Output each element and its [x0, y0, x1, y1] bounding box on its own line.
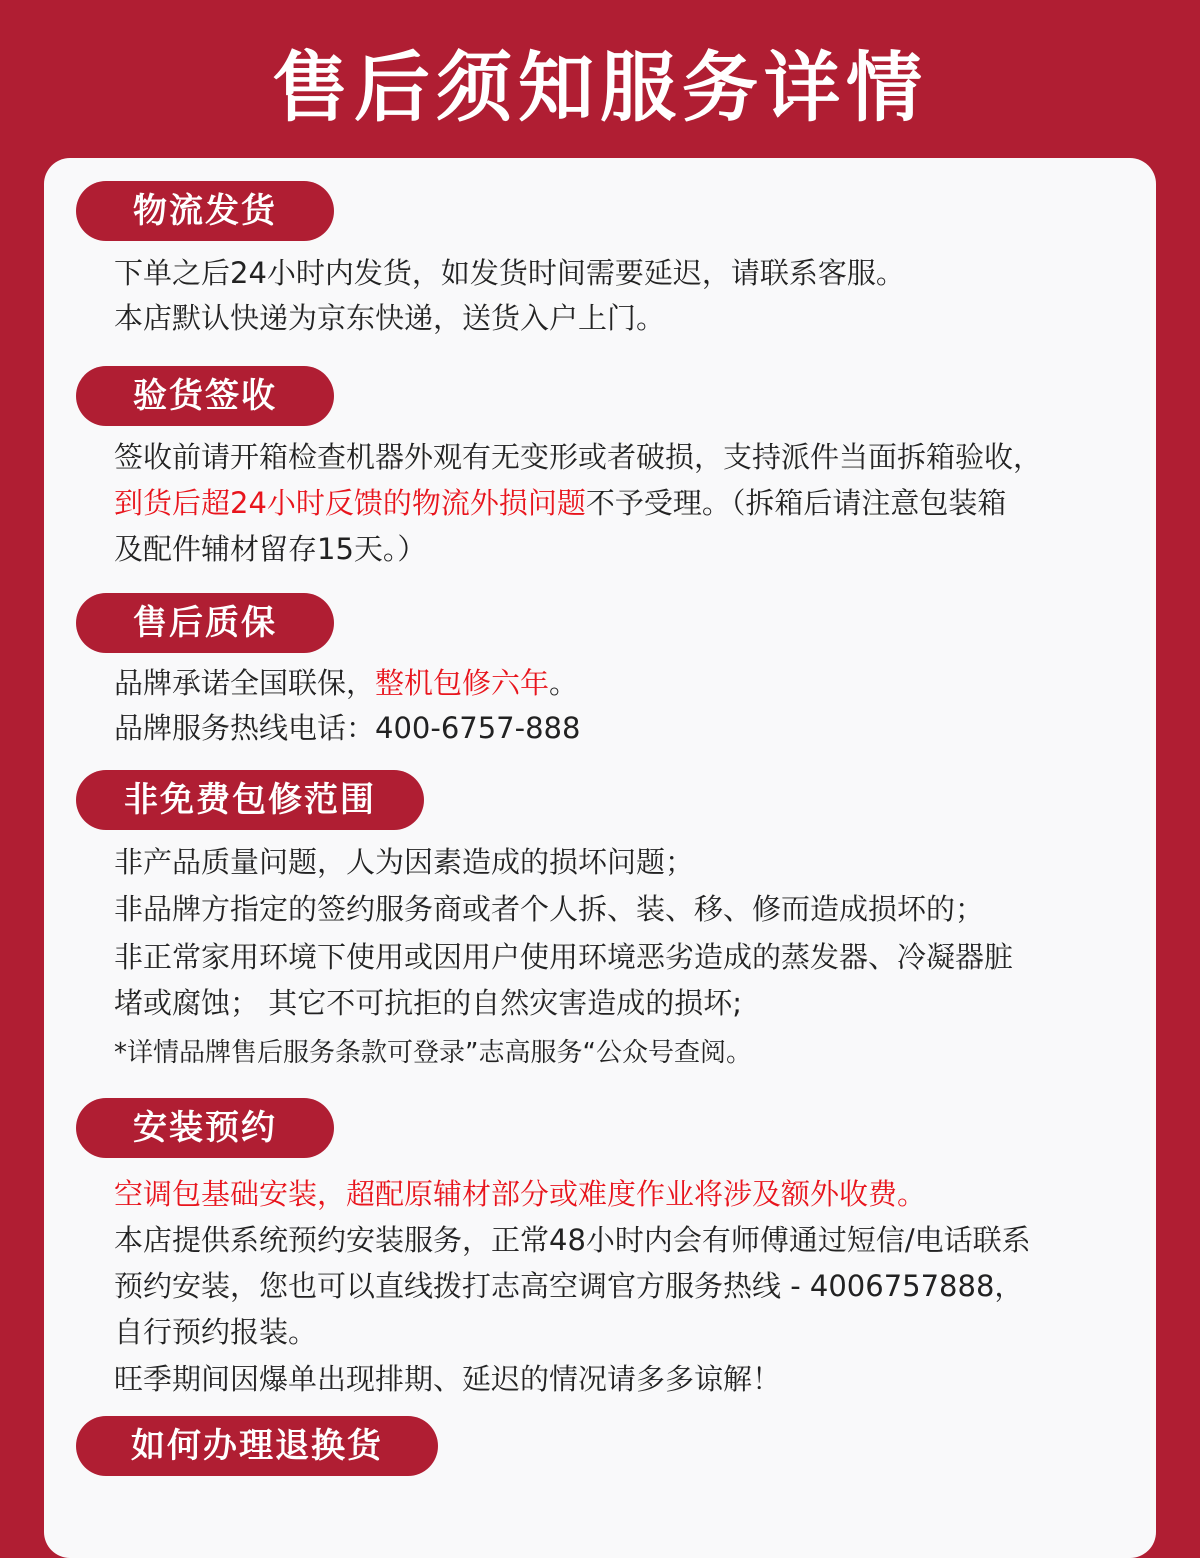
installation-line-1: 本店提供系统预约安装服务，正常48小时内会有师傅通过短信/电话联系 [114, 1223, 1031, 1257]
inspection-warning-text: 到货后超24小时反馈的物流外损问题 [114, 486, 586, 520]
section-heading-inspection: 验货签收 [76, 366, 334, 426]
installation-line-4: 旺季期间因爆单出现排期、延迟的情况请多多谅解！ [114, 1362, 782, 1396]
warranty-highlight-text: 整机包修六年 [375, 666, 550, 700]
warranty-line-1 [114, 663, 578, 703]
non-free-line-1: 非产品质量问题，人为因素造成的损坏问题； [114, 845, 695, 879]
non-free-line-2: 非品牌方指定的签约服务商或者个人拆、装、移、修而造成损坏的； [114, 892, 985, 926]
inspection-line-1: 签收前请开箱检查机器外观有无变形或者破损，支持派件当面拆箱验收， [114, 440, 1043, 474]
installation-line-2: 预约安装，您也可以直线拨打志高空调官方服务热线 - 4006757888， [114, 1269, 1024, 1303]
section-heading-returns: 如何办理退换货 [76, 1416, 438, 1476]
non-free-note: *详情品牌售后服务条款可登录”志高服务“公众号查阅。 [114, 1038, 752, 1068]
non-free-line-3: 非正常家用环境下使用或因用户使用环境恶劣造成的蒸发器、冷凝器脏 [114, 940, 1014, 974]
inspection-line-3: 及配件辅材留存15天。） [114, 532, 427, 566]
logistics-line-1: 下单之后24小时内发货，如发货时间需要延迟，请联系客服。 [114, 256, 905, 290]
non-free-line-4: 堵或腐蚀； 其它不可抗拒的自然灾害造成的损坏; [114, 986, 742, 1020]
section-heading-non-free: 非免费包修范围 [76, 770, 424, 830]
section-heading-warranty: 售后质保 [76, 593, 334, 653]
section-heading-installation: 安装预约 [76, 1098, 334, 1158]
warranty-hotline: 品牌服务热线电话：400-6757-888 [114, 711, 581, 745]
inspection-line-2-rest: 不予受理。（拆箱后请注意包装箱 [585, 486, 1007, 520]
section-heading-logistics: 物流发货 [76, 181, 334, 241]
installation-line-3: 自行预约报装。 [114, 1315, 318, 1349]
page-title: 售后须知服务详情 [272, 43, 928, 132]
logistics-line-2: 本店默认快递为京东快递，送货入户上门。 [114, 301, 666, 335]
inspection-line-2 [114, 483, 1006, 523]
installation-fee-notice: 空调包基础安装，超配原辅材部分或难度作业将涉及额外收费。 [114, 1177, 927, 1211]
warranty-line-1-post: 。 [549, 666, 579, 700]
warranty-line-1-pre: 品牌承诺全国联保， [114, 666, 376, 700]
